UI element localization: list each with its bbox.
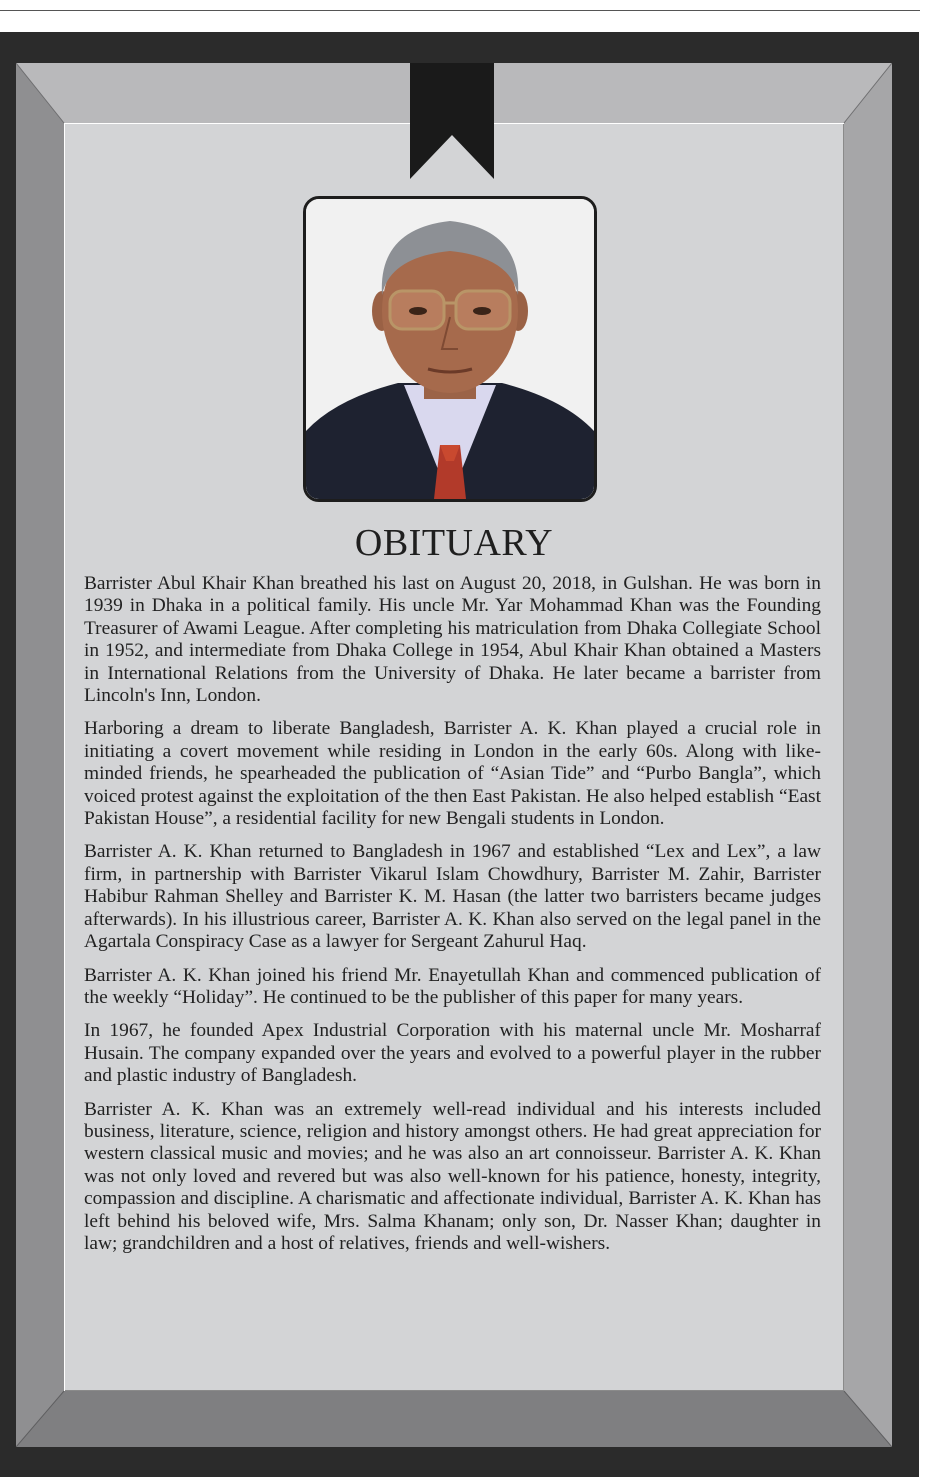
- paragraph-1: Barrister Abul Khair Khan breathed his last on August 20, 2018, in Gulshan. He was born in 1939 in Dhaka in a political family. His uncle Mr. Yar Mohammad Khan was the Founding Treasurer of Awami League. After completing his matriculation from Dhaka Collegiate School in 1952, and intermediate from Dhaka College in 1954, Abul Khair Khan obtained a Masters in International Relations from the University of Dhaka. He later became a barrister from Lincoln's Inn, London.: [84, 573, 821, 707]
- paragraph-3: Barrister A. K. Khan returned to Bangladesh in 1967 and established “Lex and Lex”, a law firm, in partnership with Barrister Vikarul Islam Chowdhury, Barrister M. Zahir, Barrister Habibur Rahman Shelley and Barrister K. M. Hasan (the latter two barristers became judges afterwards). In his illustrious career, Barrister A. K. Khan also served on the legal panel in the Agartala Conspiracy Case as a lawyer for Sergeant Zahurul Haq.: [84, 841, 821, 953]
- mourning-ribbon-icon: [410, 63, 494, 179]
- paragraph-2: Harboring a dream to liberate Bangladesh, Barrister A. K. Khan played a crucial role in initiating a covert movement while residing in London in the early 60s. Along with like-minded friends, he spearheaded the publication of “Asian Tide” and “Purbo Bangla”, which voiced protest against the exploitation of the then East Pakistan. He also helped establish “East Pakistan House”, a residential facility for new Bengali students in London.: [84, 718, 821, 830]
- obituary-text: [84, 573, 821, 1266]
- page-title: OBITUARY: [354, 522, 554, 564]
- paragraph-5: In 1967, he founded Apex Industrial Corporation with his maternal uncle Mr. Mosharraf Husain. The company expanded over the years and evolved to a powerful player in the rubber and plastic industry of Bangladesh.: [84, 1020, 821, 1087]
- paragraph-6: Barrister A. K. Khan was an extremely well-read individual and his interests included business, literature, science, religion and history amongst others. He had great appreciation for western classical music and movies; and he was also an art connoisseur. Barrister A. K. Khan was not only loved and revered but was also well-known for his patience, honesty, integrity, compassion and discipline. A charismatic and affectionate individual, Barrister A. K. Khan has left behind his beloved wife, Mrs. Salma Khanam; only son, Dr. Nasser Khan; daughter in law; grandchildren and a host of relatives, friends and well-wishers.: [84, 1098, 821, 1254]
- portrait-photo: [303, 196, 597, 502]
- paragraph-4: Barrister A. K. Khan joined his friend Mr. Enayetullah Khan and commenced publication of the weekly “Holiday”. He continued to be the publisher of this paper for many years.: [84, 964, 821, 1008]
- top-rule: [0, 10, 920, 11]
